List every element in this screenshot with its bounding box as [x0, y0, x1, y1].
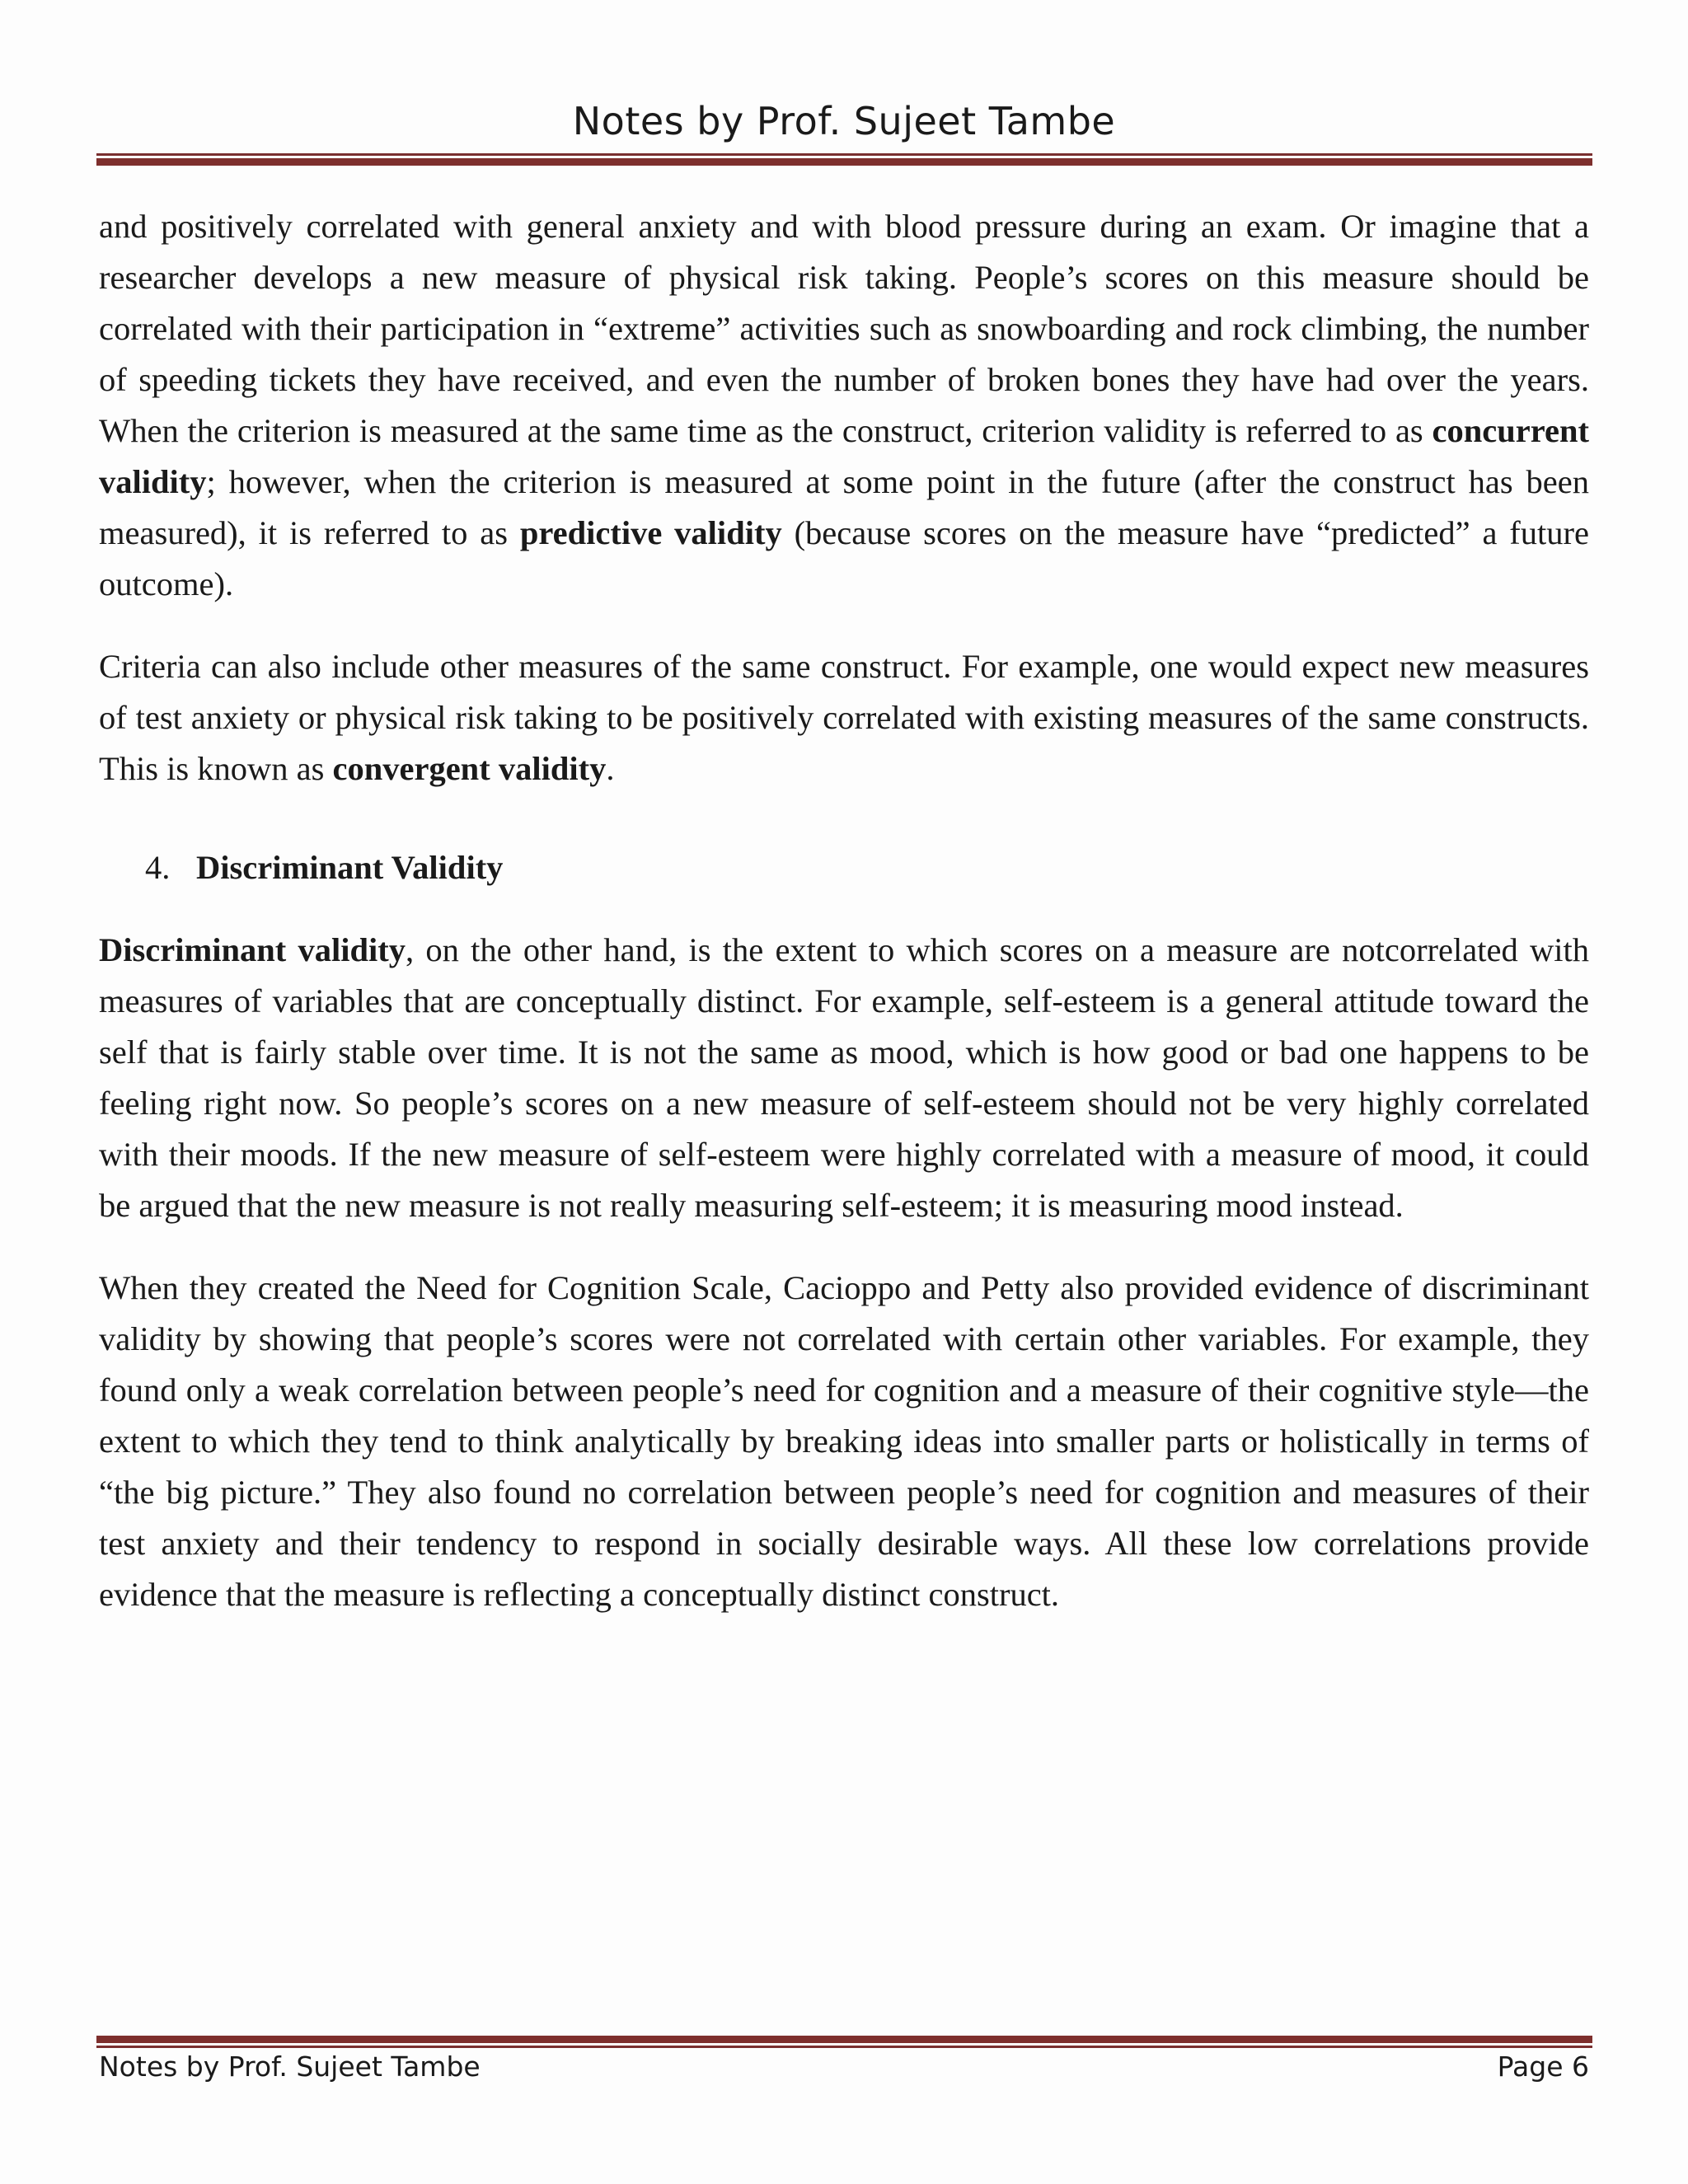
- paragraph-discriminant-validity: [99, 925, 1589, 1231]
- section-title: Discriminant Validity: [196, 849, 504, 886]
- paragraph-text: , on the other hand, is the extent to which scores on a measure are notcorrelated with measures of variables that are conceptually distinct. For example, self-esteem is a general attitude toward the self that is fairly stable over time. It is not the same as mood, which is how good or bad one happens to be feeling right now. So people’s scores on a new measure of self-esteem should not be very highly correlated with their moods. If the new measure of self-esteem were highly correlated with a measure of mood, it could be argued that the new measure is not really measuring self-esteem; it is measuring mood instead.: [99, 931, 1589, 1224]
- footer-page-number: Page 6: [1497, 2050, 1589, 2083]
- header-rule-thick: [96, 158, 1592, 166]
- paragraph-text: and positively correlated with general anxiety and with blood pressure during an exam. Or imagine that a researcher develops a new measure of physical risk taking. People’s scores on this measure should be correlated with their participation in “extreme” activities such as snowboarding and rock climbing, the number of speeding tickets they have received, and even the number of broken bones they have had over the years. When the criterion is measured at the same time as the construct, criterion validity is referred to as: [99, 208, 1589, 449]
- term-convergent-validity: convergent validity: [332, 750, 607, 787]
- paragraph-text: When they created the Need for Cognition Scale, Cacioppo and Petty also provided evidence of discriminant validity by showing that people’s scores were not correlated with certain other variables. For example, they found only a weak correlation between people’s need for cognition and a measure of their cognitive style—the extent to which they tend to think analytically by breaking ideas into smaller parts or holistically in terms of “the big picture.” They also found no correlation between people’s need for cognition and measures of their test anxiety and their tendency to respond in socially desirable ways. All these low correlations provide evidence that the measure is reflecting a conceptually distinct construct.: [99, 1269, 1589, 1613]
- footer-author: Notes by Prof. Sujeet Tambe: [99, 2050, 481, 2083]
- paragraph-criterion-validity: [99, 201, 1589, 610]
- header-rule-thin: [96, 153, 1592, 156]
- term-discriminant-validity: Discriminant validity: [99, 931, 406, 968]
- header-title: Notes by Prof. Sujeet Tambe: [572, 99, 1116, 143]
- paragraph-convergent-validity: [99, 641, 1589, 794]
- section-heading: [99, 842, 1589, 893]
- paragraph-text: Criteria can also include other measures of the same construct. For example, one would expect new measures of test anxiety or physical risk taking to be positively correlated with existing measures of the same constructs. This is known as: [99, 648, 1589, 787]
- footer-rule-thick: [96, 2036, 1592, 2043]
- paragraph-need-for-cognition: [99, 1263, 1589, 1620]
- paragraph-text: .: [606, 750, 615, 787]
- footer-rule-thin: [96, 2046, 1592, 2048]
- paragraph-text: (because scores on the measure have “predicted” a future outcome).: [99, 514, 1589, 602]
- body-content: [99, 201, 1589, 1652]
- paragraph-text: ; however, when the criterion is measured at some point in the future (after the construct has been measured), it is referred to as: [99, 463, 1589, 551]
- term-predictive-validity: predictive validity: [519, 514, 782, 551]
- term-concurrent-validity: concurrent validity: [99, 412, 1589, 500]
- section-number: 4.: [145, 849, 171, 886]
